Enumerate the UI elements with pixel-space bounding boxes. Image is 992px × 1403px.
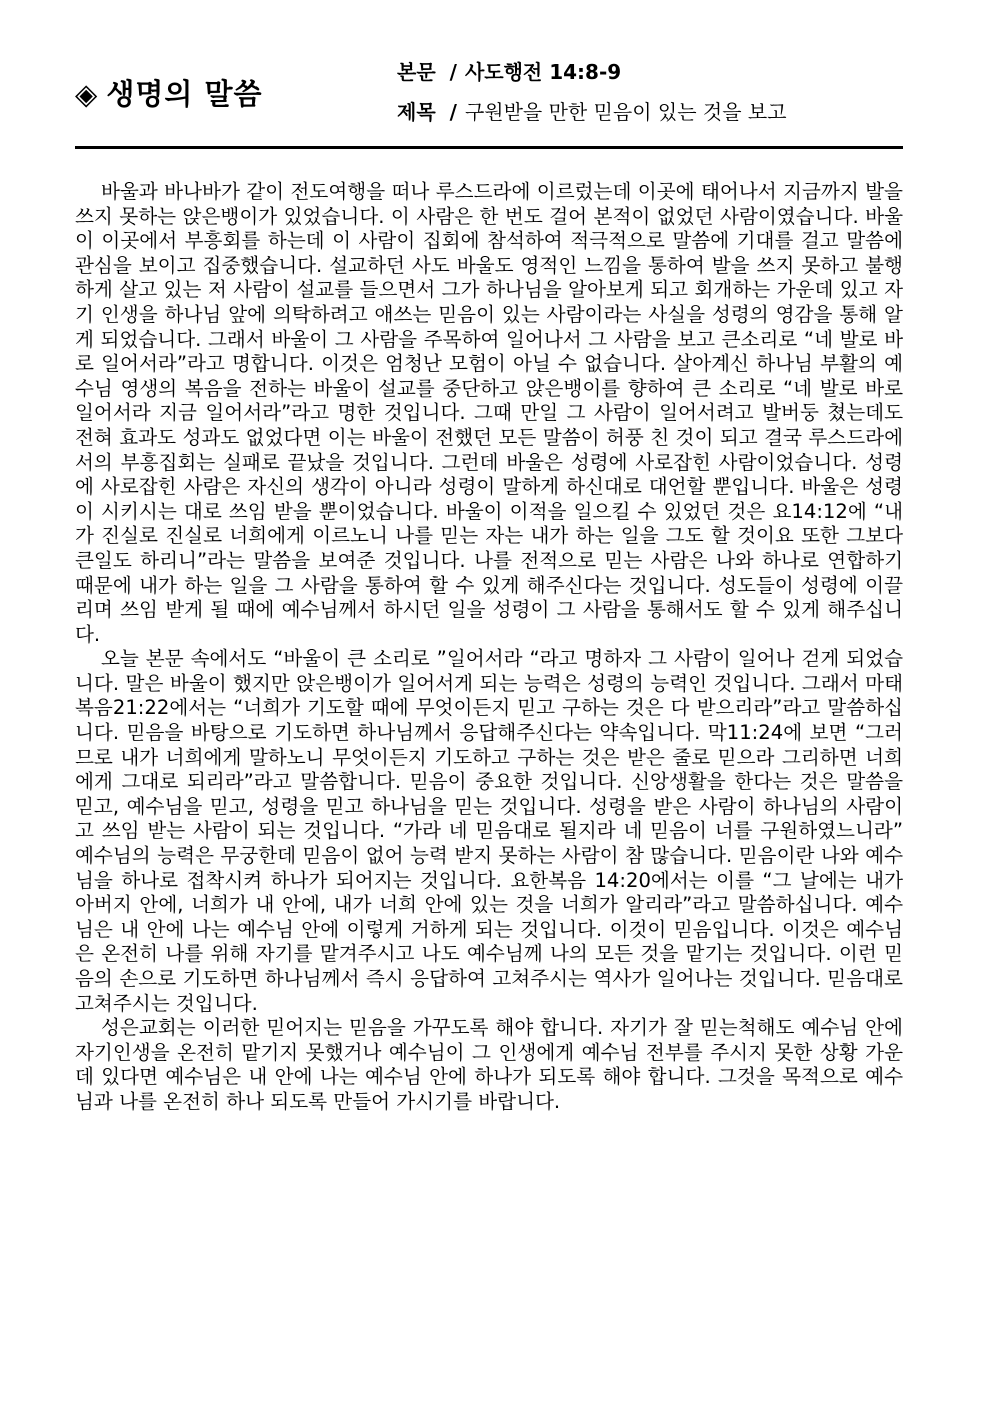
subject-row <box>397 92 787 132</box>
scripture-separator: / <box>449 60 457 84</box>
header-divider <box>75 146 903 149</box>
page-title <box>75 72 262 113</box>
title-text: 생명의 말씀 <box>106 77 263 111</box>
subject-text: 구원받을 만한 믿음이 있는 것을 보고 <box>464 100 787 124</box>
sermon-body <box>75 180 903 1115</box>
header <box>75 52 915 142</box>
paragraph: 성은교회는 이러한 믿어지는 믿음을 가꾸도록 해야 합니다. 자기가 잘 믿는척해도 예수님 안에 자기인생을 온전히 맡기지 못했거나 예수님이 그 인생에게 예수님 전부를 주시지 못한 상황 가운데 있다면 예수님은 내 안에 나는 예수님 안에 하나가 되도록 해야 합니다. 그것을 목적으로 예수님과 나를 온전히 하나 되도록 만들어 가시기를 바랍니다. <box>75 1016 903 1113</box>
paragraph: 오늘 본문 속에서도 “바울이 큰 소리로 ”일어서라 “라고 명하자 그 사람이 일어나 걷게 되었습니다. 말은 바울이 했지만 앉은뱅이가 일어서게 되는 능력은 성령의 능력인 것입니다. 그래서 마태복음21:22에서는 “너희가 기도할 때에 무엇이든지 믿고 구하는 것은 다 받으리라”라고 말씀하십니다. 믿음을 바탕으로 기도하면 하나님께서 응답해주신다는 약속입니다. 막11:24에 보면 “그러므로 내가 너희에게 말하노니 무엇이든지 기도하고 구하는 것은 받은 줄로 믿으라 그리하면 너희에게 그대로 되리라”라고 말씀합니다. 믿음이 중요한 것입니다. 신앙생활을 한다는 것은 말씀을 믿고, 예수님을 믿고, 성령을 믿고 하나님을 믿는 것입니다. 성령을 받은 사람이 하나님의 사람이고 쓰임 받는 사람이 되는 것입니다. “가라 네 믿음대로 될지라 네 믿음이 너를 구원하였느니라” 예수님의 능력은 무궁한데 믿음이 없어 능력 받지 못하는 사람이 참 많습니다. 믿음이란 나와 예수님을 하나로 접착시켜 하나가 되어지는 것입니다. 요한복음 14:20에서는 이를 “그 날에는 내가 아버지 안에, 너희가 내 안에, 내가 너희 안에 있는 것을 너희가 알리라”라고 말씀하십니다. 예수님은 내 안에 나는 예수님 안에 이렇게 거하게 되는 것입니다. 이것이 믿음입니다. 이것은 예수님은 온전히 나를 위해 자기를 맡겨주시고 나도 예수님께 나의 모든 것을 맡기는 것입니다. 이런 믿음의 손으로 기도하면 하나님께서 즉시 응답하여 고쳐주시는 역사가 일어나는 것입니다. 믿음대로 고쳐주시는 것입니다. <box>75 647 903 1015</box>
sermon-meta <box>397 52 787 132</box>
subject-separator: / <box>449 100 457 124</box>
diamond-icon: ◈ <box>75 77 99 111</box>
scripture-row <box>397 52 787 92</box>
paragraph: 바울과 바나바가 같이 전도여행을 떠나 루스드라에 이르렀는데 이곳에 태어나서 지금까지 발을 쓰지 못하는 앉은뱅이가 있었습니다. 이 사람은 한 번도 걸어 본적이 없었던 사람이였습니다. 바울이 이곳에서 부흥회를 하는데 이 사람이 집회에 참석하여 적극적으로 말씀에 기대를 걸고 말씀에 관심을 보이고 집중했습니다. 설교하던 사도 바울도 영적인 느낌을 통하여 발을 쓰지 못하고 불행하게 살고 있는 저 사람이 설교를 들으면서 그가 하나님을 알아보게 되고 회개하는 가운데 있고 자기 인생을 하나님 앞에 의탁하려고 애쓰는 믿음이 있는 사람이라는 사실을 성령의 영감을 통해 알게 되었습니다. 그래서 바울이 그 사람을 주목하여 일어나서 그 사람을 보고 큰소리로 “네 발로 바로 일어서라”라고 명합니다. 이것은 엄청난 모험이 아닐 수 없습니다. 살아계신 하나님 부활의 예수님 영생의 복음을 전하는 바울이 설교를 중단하고 앉은뱅이를 향하여 큰 소리로 “네 발로 바로 일어서라 지금 일어서라”라고 명한 것입니다. 그때 만일 그 사람이 일어서려고 발버둥 쳤는데도 전혀 효과도 성과도 없었다면 이는 바울이 전했던 모든 말씀이 허풍 친 것이 되고 결국 루스드라에서의 부흥집회는 실패로 끝났을 것입니다. 그런데 바울은 성령에 사로잡힌 사람이었습니다. 성령에 사로잡힌 사람은 자신의 생각이 아니라 성령이 말하게 하신대로 대언할 뿐입니다. 바울은 성령이 시키시는 대로 쓰임 받을 뿐이었습니다. 바울이 이적을 일으킬 수 있었던 것은 요14:12에 “내가 진실로 진실로 너희에게 이르노니 나를 믿는 자는 내가 하는 일을 그도 할 것이요 또한 그보다 큰일도 하리니”라는 말씀을 보여준 것입니다. 나를 전적으로 믿는 사람은 나와 하나로 연합하기 때문에 내가 하는 일을 그 사람을 통하여 할 수 있게 해주신다는 것입니다. 성도들이 성령에 이끌리며 쓰임 받게 될 때에 예수님께서 하시던 일을 성령이 그 사람을 통해서도 할 수 있게 해주십니다. <box>75 180 903 646</box>
scripture-reference: 사도행전 14:8-9 <box>464 60 622 84</box>
subject-label: 제목 <box>397 100 436 124</box>
scripture-label: 본문 <box>397 60 436 84</box>
